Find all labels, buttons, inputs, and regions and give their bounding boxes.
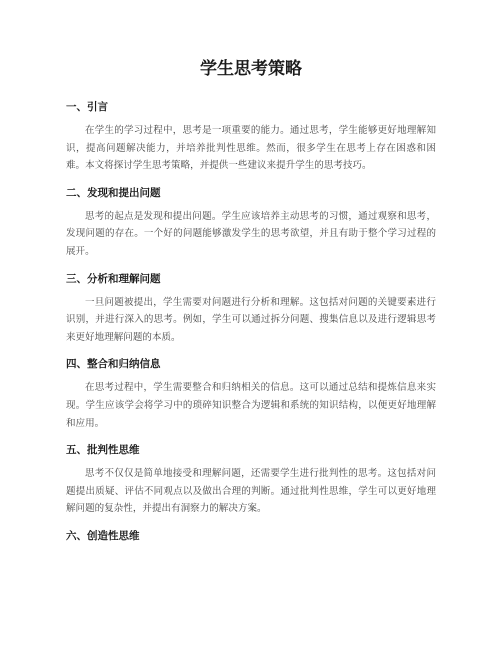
section-paragraph: 在学生的学习过程中，思考是一项重要的能力。通过思考，学生能够更好地理解知识，提高问题解决能力，并培养批判性思维。然而，很多学生在思考上存在困惑和困难。本文将探讨学生思考策略，并提供一些建议来提升学生的思考技巧。 — [66, 125, 436, 172]
section-heading: 三、分析和理解问题 — [66, 272, 161, 285]
document-title: 学生思考策略 — [200, 59, 302, 79]
section-introduction — [66, 99, 436, 175]
section-analyze-problems — [66, 271, 436, 347]
section-paragraph: 思考的起点是发现和提出问题。学生应该培养主动思考的习惯，通过观察和思考，发现问题的存在。一个好的问题能够激发学生的思考欲望，并且有助于整个学习过程的展开。 — [66, 210, 436, 257]
section-paragraph: 思考不仅仅是简单地接受和理解问题，还需要学生进行批判性的思考。这包括对问题提出质疑、评估不同观点以及做出合理的判断。通过批判性思维，学生可以更好地理解问题的复杂性，并提出有洞察力的解决方案。 — [66, 468, 436, 515]
section-heading: 六、创造性思维 — [66, 529, 140, 542]
section-heading: 一、引言 — [66, 101, 108, 113]
section-discover-problems — [66, 185, 436, 261]
section-heading: 五、批判性思维 — [66, 444, 140, 457]
section-paragraph: 一旦问题被提出，学生需要对问题进行分析和理解。这包括对问题的关键要素进行识别，并进行深入的思考。例如，学生可以通过拆分问题、搜集信息以及进行逻辑思考来更好地理解问题的本质。 — [66, 296, 436, 343]
section-paragraph: 在思考过程中，学生需要整合和归纳相关的信息。这可以通过总结和提炼信息来实现。学生应该学会将学习中的琐碎知识整合为逻辑和系统的知识结构，以便更好地理解和应用。 — [66, 382, 436, 429]
section-heading: 四、整合和归纳信息 — [66, 358, 161, 371]
section-integrate-information — [66, 356, 436, 432]
section-critical-thinking — [66, 442, 436, 518]
section-creative-thinking — [66, 528, 436, 544]
section-heading: 二、发现和提出问题 — [66, 186, 161, 199]
